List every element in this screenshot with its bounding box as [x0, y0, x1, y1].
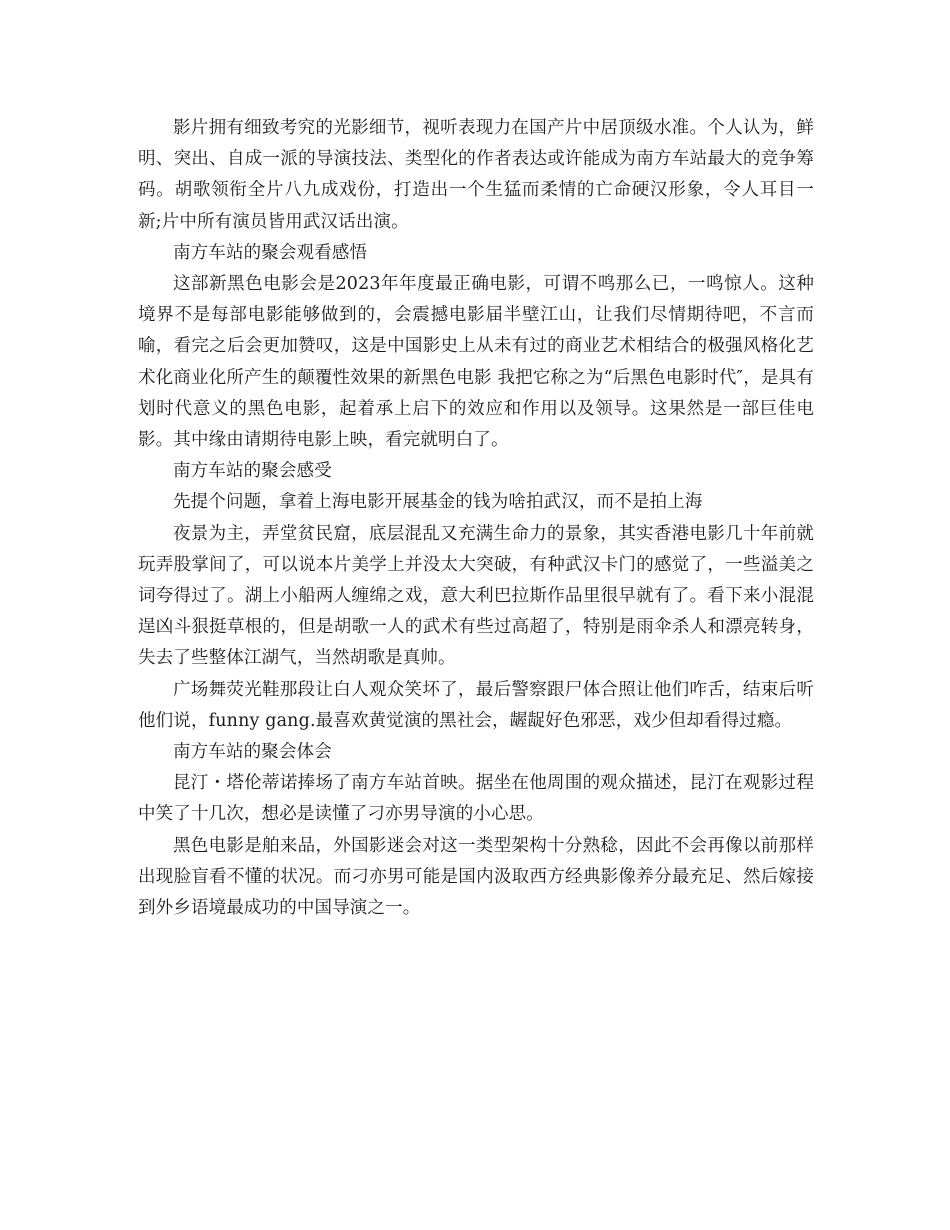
paragraph-7: 黑色电影是舶来品，外国影迷会对这一类型架构十分熟稔，因此不会再像以前那样出现脸盲看不懂的状况。而刁亦男可能是国内汲取西方经典影像养分最充足、然后嫁接到外乡语境最成功的中国导演之一。 [138, 835, 814, 919]
paragraph-5: 广场舞荧光鞋那段让白人观众笑坏了，最后警察跟尸体合照让他们咋舌，结束后听他们说，funny gang.最喜欢黄觉演的黑社会，龌龊好色邪恶，戏少但却看得过瘾。 [138, 679, 814, 731]
paragraph-2: 这部新黑色电影会是2023年年度最正确电影，可谓不鸣那么已，一鸣惊人。这种境界不是每部电影能够做到的，会震撼电影届半壁江山，让我们尽情期待吧，不言而喻，看完之后会更加赞叹，这是中国影史上从未有过的商业艺术相结合的极强风格化艺术化商业化所产生的颠覆性效果的新黑色电影 我把它称之为“后黑色电影时代″，是具有划时代意义的黑色电影，起着承上启下的效应和作用以及领导。这果然是一部巨佳电影。其中缘由请期待电影上映，看完就明白了。 [138, 274, 814, 451]
section-heading-viewing: 南方车站的聚会观看感悟 [173, 242, 368, 263]
paragraph-1: 影片拥有细致考究的光影细节，视听表现力在国产片中居顶级水准。个人认为，鲜明、突出、自成一派的导演技法、类型化的作者表达或许能成为南方车站最大的竞争筹码。胡歌领衔全片八九成戏份，打造出一个生猛而柔情的亡命硬汉形象，令人耳目一新;片中所有演员皆用武汉话出演。 [138, 118, 814, 232]
document-page [138, 113, 814, 924]
paragraph-4: 夜景为主，弄堂贫民窟，底层混乱又充满生命力的景象，其实香港电影几十年前就玩弄股掌间了，可以说本片美学上并没太大突破，有种武汉卡门的感觉了，一些溢美之词夸得过了。湖上小船两人缠绵之戏，意大利巴拉斯作品里很早就有了。看下来小混混逞凶斗狠挺草根的，但是胡歌一人的武术有些过高超了，特别是雨伞杀人和漂亮转身，失去了些整体江湖气，当然胡歌是真帅。 [138, 523, 814, 669]
section-heading-experience: 南方车站的聚会体会 [173, 742, 332, 763]
paragraph-6: 昆汀・塔伦蒂诺捧场了南方车站首映。据坐在他周围的观众描述，昆汀在观影过程中笑了十几次，想必是读懂了刁亦男导演的小心思。 [138, 773, 814, 825]
paragraph-3: 先提个问题，拿着上海电影开展基金的钱为啥拍武汉，而不是拍上海 [173, 492, 703, 513]
section-heading-feelings: 南方车站的聚会感受 [173, 461, 332, 482]
